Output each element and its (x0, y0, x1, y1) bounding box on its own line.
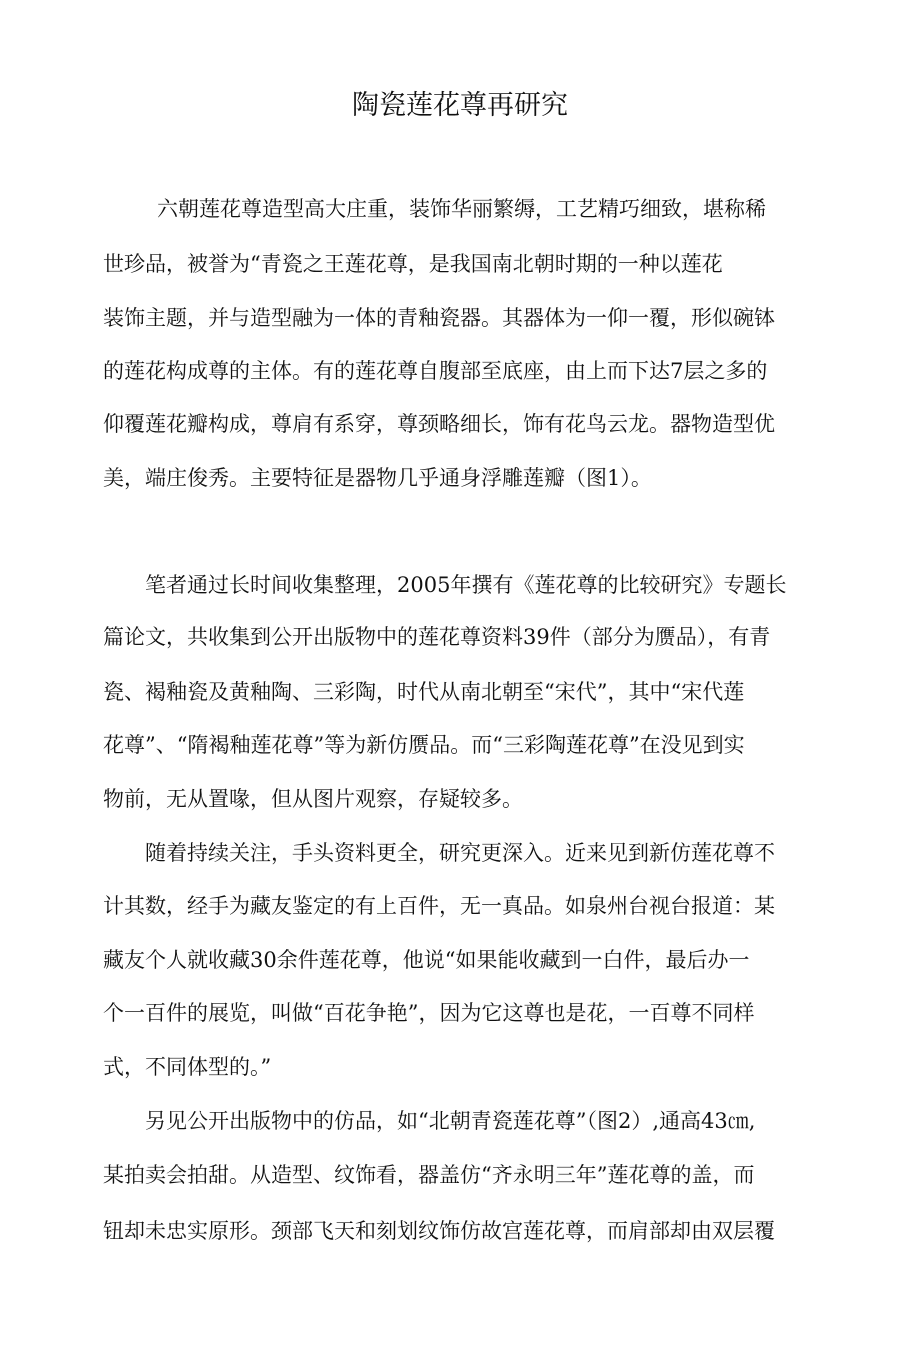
paragraph-line: 的莲花构成尊的主体。有的莲花尊自腹部至底座，由上而下达7层之多的 (103, 359, 768, 383)
paragraph-line: 另见公开出版物中的仿品，如“北朝青瓷莲花尊”（图2）,通高43㎝, (145, 1109, 756, 1133)
paragraph-line: 式，不同体型的。” (103, 1055, 272, 1079)
paragraph-line: 仰覆莲花瓣构成，尊肩有系穿，尊颈略细长，饰有花鸟云龙。器物造型优 (103, 412, 775, 436)
paragraph-line: 瓷、褐釉瓷及黄釉陶、三彩陶，时代从南北朝至“宋代”，其中“宋代莲 (103, 680, 745, 704)
paragraph-line: 笔者通过长时间收集整理，2005年撰有《莲花尊的比较研究》专题长 (145, 573, 787, 597)
document-title: 陶瓷莲花尊再研究 (352, 90, 568, 121)
paragraph-line: 花尊”、“隋褐釉莲花尊”等为新仿赝品。而“三彩陶莲花尊”在没见到实 (103, 733, 745, 757)
paragraph-line: 钮却未忠实原形。颈部飞天和刻划纹饰仿故宫莲花尊，而肩部却由双层覆 (103, 1219, 775, 1243)
paragraph-line: 个一百件的展览，叫做“百花争艳”，因为它这尊也是花，一百尊不同样 (103, 1001, 755, 1025)
paragraph-line: 计其数，经手为藏友鉴定的有上百件，无一真品。如泉州台视台报道：某 (103, 894, 775, 918)
paragraph-line: 某拍卖会拍甜。从造型、纹饰看，器盖仿“齐永明三年”莲花尊的盖，而 (103, 1163, 755, 1187)
paragraph-line: 六朝莲花尊造型高大庄重，装饰华丽繁缛，工艺精巧细致，堪称稀 (157, 197, 766, 221)
paragraph-line: 美，端庄俊秀。主要特征是器物几乎通身浮雕莲瓣（图1）。 (103, 466, 652, 490)
paragraph-line: 藏友个人就收藏30余件莲花尊，他说“如果能收藏到一白件，最后办一 (103, 948, 750, 972)
paragraph-line: 装饰主题，并与造型融为一体的青釉瓷器。其器体为一仰一覆，形似碗钵 (103, 306, 775, 330)
paragraph-line: 世珍品，被誉为“青瓷之王莲花尊，是我国南北朝时期的一种以莲花 (103, 252, 723, 276)
paragraph-line: 物前，无从置喙，但从图片观察，存疑较多。 (103, 787, 523, 811)
paragraph-line: 篇论文，共收集到公开出版物中的莲花尊资料39件（部分为赝品），有青 (103, 625, 771, 649)
paragraph-line: 随着持续关注，手头资料更全，研究更深入。近来见到新仿莲花尊不 (145, 841, 775, 865)
